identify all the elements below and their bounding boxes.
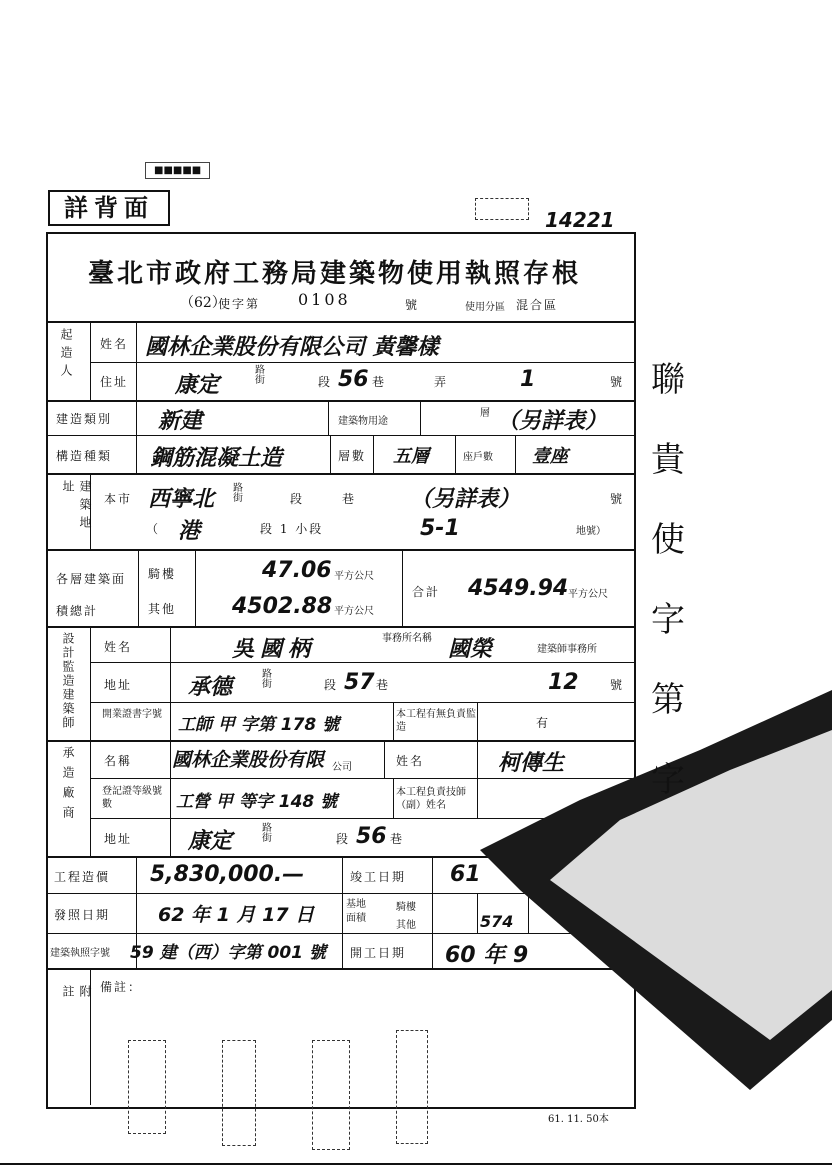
side-char: 第 [651, 680, 685, 720]
contractor-name-extra: 公司 [332, 762, 352, 773]
side-char: 貴 [651, 440, 685, 480]
rule [393, 702, 394, 740]
rule [90, 662, 634, 663]
rule [342, 856, 343, 968]
seal-mark [475, 198, 529, 220]
structure-value: 鋼筋混凝土造 [150, 446, 283, 471]
rule [46, 321, 634, 323]
license-suffix: 號 [405, 298, 420, 312]
site-road-value: 西寧北 [148, 487, 215, 512]
building-class-label: 建造類別 [56, 412, 113, 426]
total-unit: 平方公尺 [568, 589, 608, 600]
structure-label: 構造種類 [56, 449, 113, 463]
completion-value: 61 [450, 862, 481, 887]
architect-section-label: 設計監造建築師 [61, 632, 75, 730]
floors-value: 五層 [393, 446, 429, 467]
rule [384, 742, 385, 778]
rule [477, 702, 478, 740]
issue-value: 62 年 1 月 17 日 [158, 904, 315, 926]
architect-lane-label: 巷 [376, 678, 391, 692]
remarks-side-label: 附註 [61, 985, 92, 1067]
rule [330, 435, 331, 473]
start-value: 60 年 9 [445, 943, 529, 968]
rule [46, 549, 634, 551]
contractor-manager-value: 柯傳生 [498, 751, 565, 776]
applicant-name-label: 姓名 [100, 337, 129, 351]
site-section-label: 建築地址 [61, 480, 92, 534]
reg-value: 工營 甲 等字 148 號 [176, 792, 338, 812]
official-seal [222, 1040, 256, 1146]
contractor-name-label: 名稱 [104, 754, 133, 768]
road-label: 路街 [255, 365, 265, 386]
lane-label: 巷 [372, 375, 387, 389]
side-char: 使 [651, 520, 685, 560]
sec-label: 段 [318, 375, 333, 389]
contractor-lane-value: 56 [356, 824, 387, 849]
contractor-manager-label: 姓名 [396, 754, 425, 768]
rule [328, 400, 329, 435]
architect-no-value: 12 [548, 670, 579, 695]
architect-lane-value: 57 [344, 670, 375, 695]
arcade-unit: 平方公尺 [334, 571, 374, 582]
signature-mark [396, 1030, 428, 1144]
site-lot-label: 地號） [576, 526, 606, 537]
site-city: 本市 [104, 492, 133, 506]
arcade-label: 騎樓 [148, 567, 177, 581]
site-lot-value: 5-1 [420, 516, 460, 541]
contractor-lane-label: 巷 [390, 832, 405, 846]
detail-back-tag: 詳背面 [48, 190, 170, 226]
other-value: 4502.88 [232, 594, 333, 619]
rule [136, 400, 137, 473]
cost-value: 5,830,000.— [150, 862, 305, 887]
site-sec-label: 段 [290, 492, 305, 506]
rule [170, 626, 171, 856]
base-other-value: 574 [480, 912, 514, 931]
total-label: 合計 [412, 585, 441, 599]
area-section-label: 各層建築面積總計 [56, 572, 127, 618]
architect-road-label: 路街 [262, 669, 272, 690]
supervisor-value: 有 [536, 716, 551, 730]
rule [46, 626, 634, 628]
applicant-address-label: 住址 [100, 375, 129, 389]
site-road-label: 路街 [233, 483, 243, 504]
base-arcade-label: 騎樓 [396, 902, 416, 913]
cost-label: 工程造價 [54, 870, 111, 884]
units-value: 壹座 [532, 446, 568, 467]
rule [46, 473, 634, 475]
rule [455, 435, 456, 473]
total-value: 4549.94 [468, 576, 569, 601]
use-label: 建築物用途 [338, 416, 388, 427]
reg-label: 登記證等級號數 [102, 786, 162, 810]
rule [90, 626, 91, 856]
rule [90, 362, 634, 363]
base-other-label: 其他 [396, 920, 416, 931]
rule [420, 400, 421, 435]
cert-label: 開業證書字號 [102, 709, 162, 720]
base-label: 基地面積 [346, 899, 366, 924]
floor-label: 層 [480, 408, 490, 419]
site-sub-value: 段 1 小段 [260, 522, 324, 536]
license-prefix: 使字第 [218, 297, 261, 311]
rule [46, 400, 634, 402]
form-code: 61. 11. 50本 [548, 1114, 609, 1125]
rule [195, 549, 196, 626]
alley-label: 弄 [434, 375, 449, 389]
license-number: 0108 [298, 290, 351, 309]
site-no-label: 號 [610, 492, 625, 506]
issue-label: 發照日期 [54, 908, 111, 922]
permit-label: 建築執照字號 [50, 948, 110, 959]
units-label: 座戶數 [463, 452, 493, 463]
rule [515, 435, 516, 473]
scan-edge [0, 1163, 832, 1165]
office-suffix: 建築師事務所 [537, 644, 597, 655]
contractor-address-label: 地址 [104, 832, 133, 846]
rule [402, 549, 403, 626]
no-label: 號 [610, 375, 625, 389]
side-char: 字 [651, 600, 685, 640]
side-text-column [648, 340, 688, 820]
other-label: 其他 [148, 602, 177, 616]
cert-value: 工師 甲 字第 178 號 [178, 715, 340, 735]
architect-address-value: 承德 [188, 675, 233, 700]
other-unit: 平方公尺 [334, 606, 374, 617]
architect-address-label: 地址 [104, 678, 133, 692]
license-year: （62） [180, 295, 226, 311]
serial-number: 14221 [545, 208, 615, 232]
rule [373, 435, 374, 473]
use-value: （另詳表） [497, 409, 608, 434]
rule [477, 778, 478, 818]
document-title: 臺北市政府工務局建築物使用執照存根 [88, 259, 582, 289]
official-seal [128, 1040, 166, 1134]
building-class-value: 新建 [158, 409, 203, 434]
architect-sec-label: 段 [324, 678, 339, 692]
contractor-name-value: 國林企業股份有限 [172, 749, 325, 771]
rule [477, 742, 478, 778]
side-char: 聯 [651, 360, 685, 400]
top-stamp: ■■■■■ [145, 162, 210, 179]
engineer-label: 本工程負責技師（副）姓名 [396, 787, 466, 811]
contractor-road-label: 路街 [262, 823, 272, 844]
applicant-no-value: 1 [520, 367, 536, 392]
rule [90, 321, 91, 401]
rule [46, 435, 634, 436]
office-value: 國榮 [448, 637, 493, 662]
rule [138, 549, 139, 626]
architect-no-label: 號 [610, 678, 625, 692]
applicant-street-value: 康定 [175, 373, 220, 398]
zone-value: 混合區 [516, 298, 559, 312]
site-lane-label: 巷 [342, 492, 357, 506]
arcade-value: 47.06 [262, 558, 332, 583]
completion-label: 竣工日期 [350, 870, 407, 884]
remarks-label: 備註： [100, 980, 143, 994]
architect-name-label: 姓名 [104, 640, 133, 654]
office-label: 事務所名稱 [382, 633, 432, 644]
site-paren: （ [146, 522, 161, 536]
floors-label: 層數 [338, 449, 367, 463]
permit-value: 59 建（西）字第 001 號 [130, 943, 326, 963]
applicant-section-label: 起造人 [59, 328, 73, 382]
contractor-section-label: 承造廠商 [61, 746, 75, 826]
rule [477, 893, 478, 933]
rule [393, 778, 394, 818]
site-district-value: 港 [178, 519, 201, 544]
official-seal [312, 1040, 350, 1150]
site-note-value: （另詳表） [410, 487, 521, 512]
architect-name-value: 吳國柄 [232, 637, 317, 662]
side-char: 字 [651, 760, 685, 800]
start-label: 開工日期 [350, 946, 407, 960]
rule [136, 321, 137, 401]
applicant-lane-value: 56 [338, 367, 369, 392]
contractor-address-value: 康定 [188, 829, 233, 854]
contractor-sec-label: 段 [336, 832, 351, 846]
supervisor-label: 本工程有無負責監造 [396, 709, 476, 733]
zone-label: 使用分區 [465, 302, 505, 313]
applicant-name-value: 國林企業股份有限公司 黃馨樣 [145, 335, 439, 360]
rule [432, 856, 433, 968]
